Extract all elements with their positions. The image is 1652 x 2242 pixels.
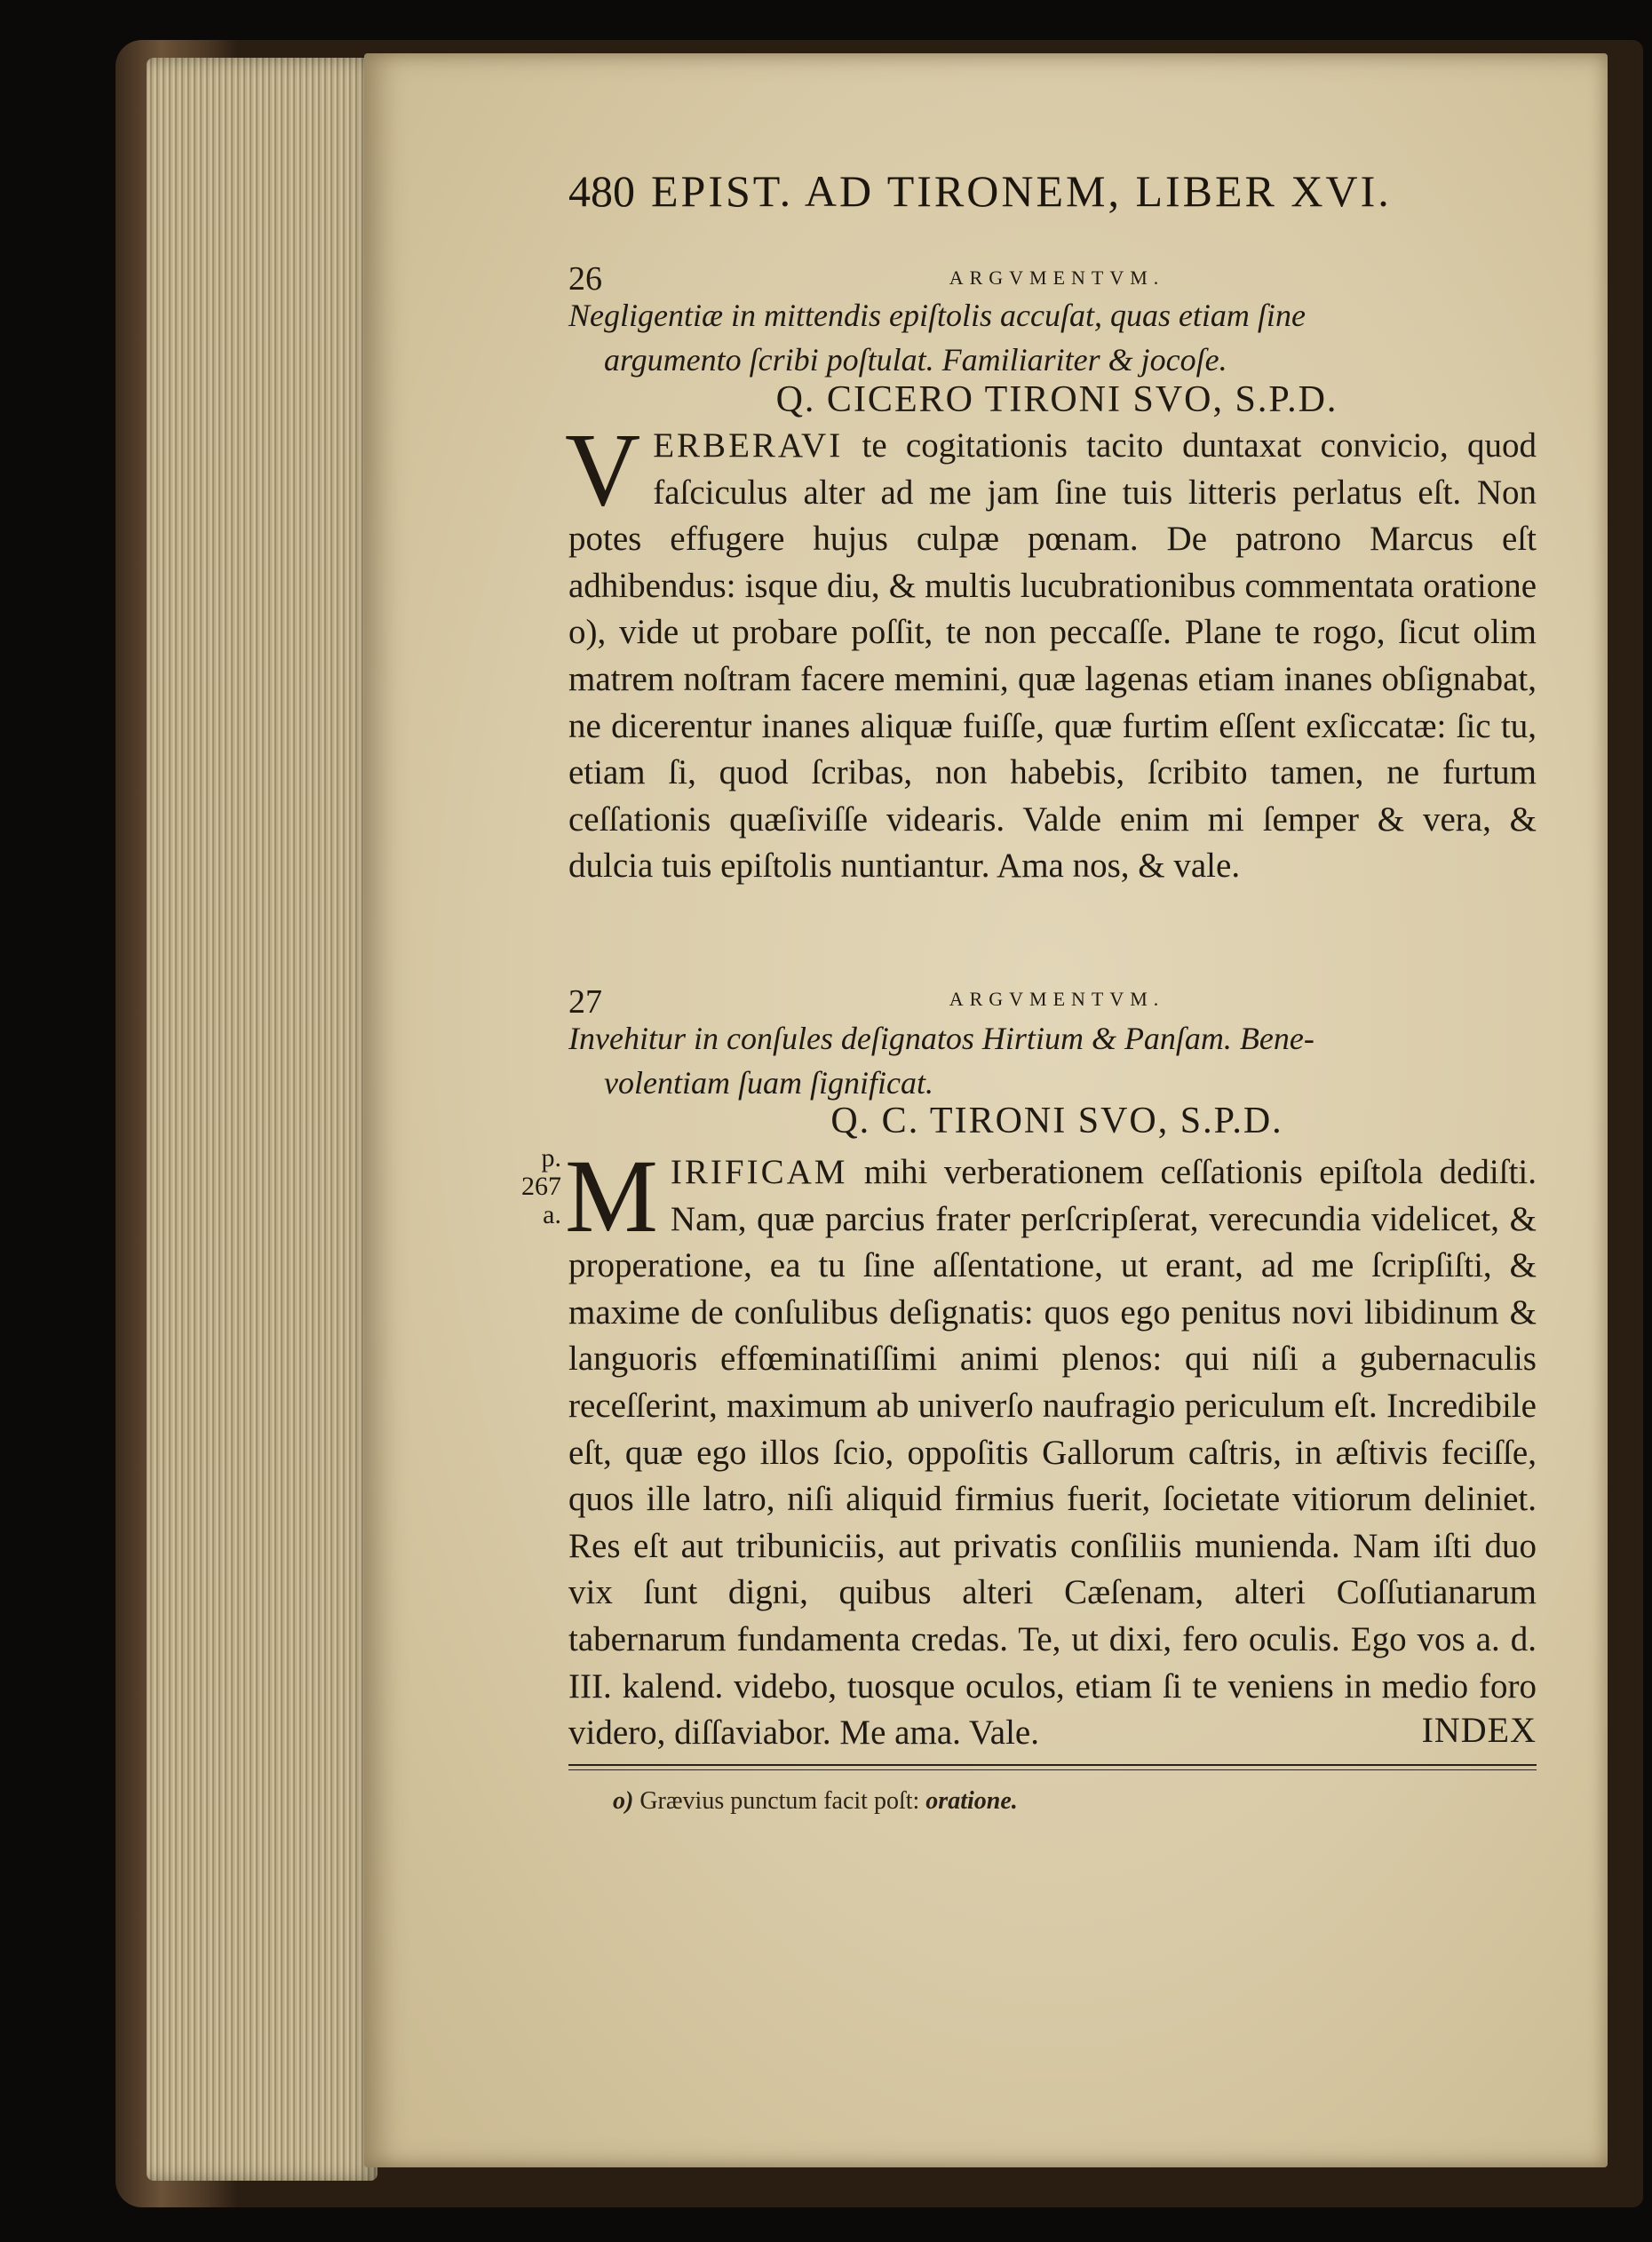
summary-line: volentiam ſuam ſignificat. [604,1065,933,1101]
running-title: EPIST. AD TIRONEM, LIBER XVI. [651,166,1392,216]
drop-capital: V [565,411,641,528]
footnote-emphasis: oratione. [925,1787,1018,1815]
opening-word: ERBERAVI [653,426,844,465]
running-head [568,165,1545,219]
footnote-rule [568,1764,1537,1766]
marginal-note: p. 267 a. [521,1143,561,1229]
summary-line: Invehitur in conſules deſignatos Hirtium & Panſam. Bene- [568,1021,1314,1056]
letter-body [565,411,1537,890]
footnote-rule [568,1769,1537,1770]
argument-label: ARGVMENTVM. [949,266,1165,289]
body-text: mihi verberationem ceſſationis epiſtola dediſti. Nam, quæ parcius frater perſcripſerat, verecundia videlicet, & properatione, ea tu ſine aſſentatione, ut erant, ad me ſcripſiſti, & maxime de conſulibus deſignatis: quos ego penitus novi libidinum & languoris effœminatiſſimi animi plenos: qui niſi a gubernaculis receſſerint, maximum ab univerſo naufragio periculum eſt. Incredibile eſt, quæ ego illos ſcio, oppoſitis Gallorum caſtris, in æſtivis feciſſe, quos ille latro, niſi aliquid firmius fuerit, ſocietate vitiorum deliniet. Res eſt aut tribuniciis, aut privatis conſiliis munienda. Nam iſti duo vix ſunt digni, quibus alteri Cæſenam, alteri Coſſutianarum tabernarum fundamenta credas. Te, ut dixi, fero oculis. Ego vos a. d. III. kalend. videbo, tuosque oculos, etiam ſi te veniens in medio foro videro, diſſaviabor. Me ama. Vale. [568,1153,1537,1753]
opening-word: IRIFICAM [670,1153,848,1191]
footnote [613,1787,1018,1816]
footnote-marker: o) [613,1787,634,1815]
letter-number: 26 [568,260,602,298]
summary-line: argumento ſcribi poſtulat. Familiariter & jocoſe. [604,342,1227,378]
catchword: INDEX [1421,1710,1537,1750]
letter-summary [568,1016,1537,1105]
body-text: te cogitationis tacito duntaxat convicio, quod faſciculus alter ad me jam ſine tuis litteris perlatus eſt. Non potes effugere hujus culpæ pœnam. De patrono Marcus eſt adhibendus: isque diu, & multis lucubrationibus commentata oratione o), vide ut probare poſſit, te non peccaſſe. Plane te rogo, ſicut olim matrem noſtram facere memini, quæ lagenas etiam inanes obſignabat, ne dicerentur inanes aliquæ fuiſſe, quæ furtim eſſent exſiccatæ: ſic tu, etiam ſi, quod ſcribas, non habebis, ſcribito tamen, ne furtum ceſſationis quæſiviſſe videaris. Valde enim mi ſemper & vera, & dulcia tuis epiſtolis nuntiantur. Ama nos, & vale. [568,426,1537,886]
salutation: Q. C. TIRONI SVO, S.P.D. [830,1101,1283,1141]
letter-body [565,1138,1537,1757]
page-edges [147,58,377,2181]
drop-capital: M [565,1138,658,1254]
summary-line: Negligentiæ in mittendis epiſtolis accuſat, quas etiam ſine [568,298,1306,333]
argument-label: ARGVMENTVM. [949,988,1165,1010]
letter-summary [568,293,1537,382]
letter-number: 27 [568,983,602,1021]
page-number: 480 [568,166,635,216]
salutation: Q. CICERO TIRONI SVO, S.P.D. [775,379,1338,420]
footnote-text: Grævius punctum facit poſt: [639,1787,920,1815]
